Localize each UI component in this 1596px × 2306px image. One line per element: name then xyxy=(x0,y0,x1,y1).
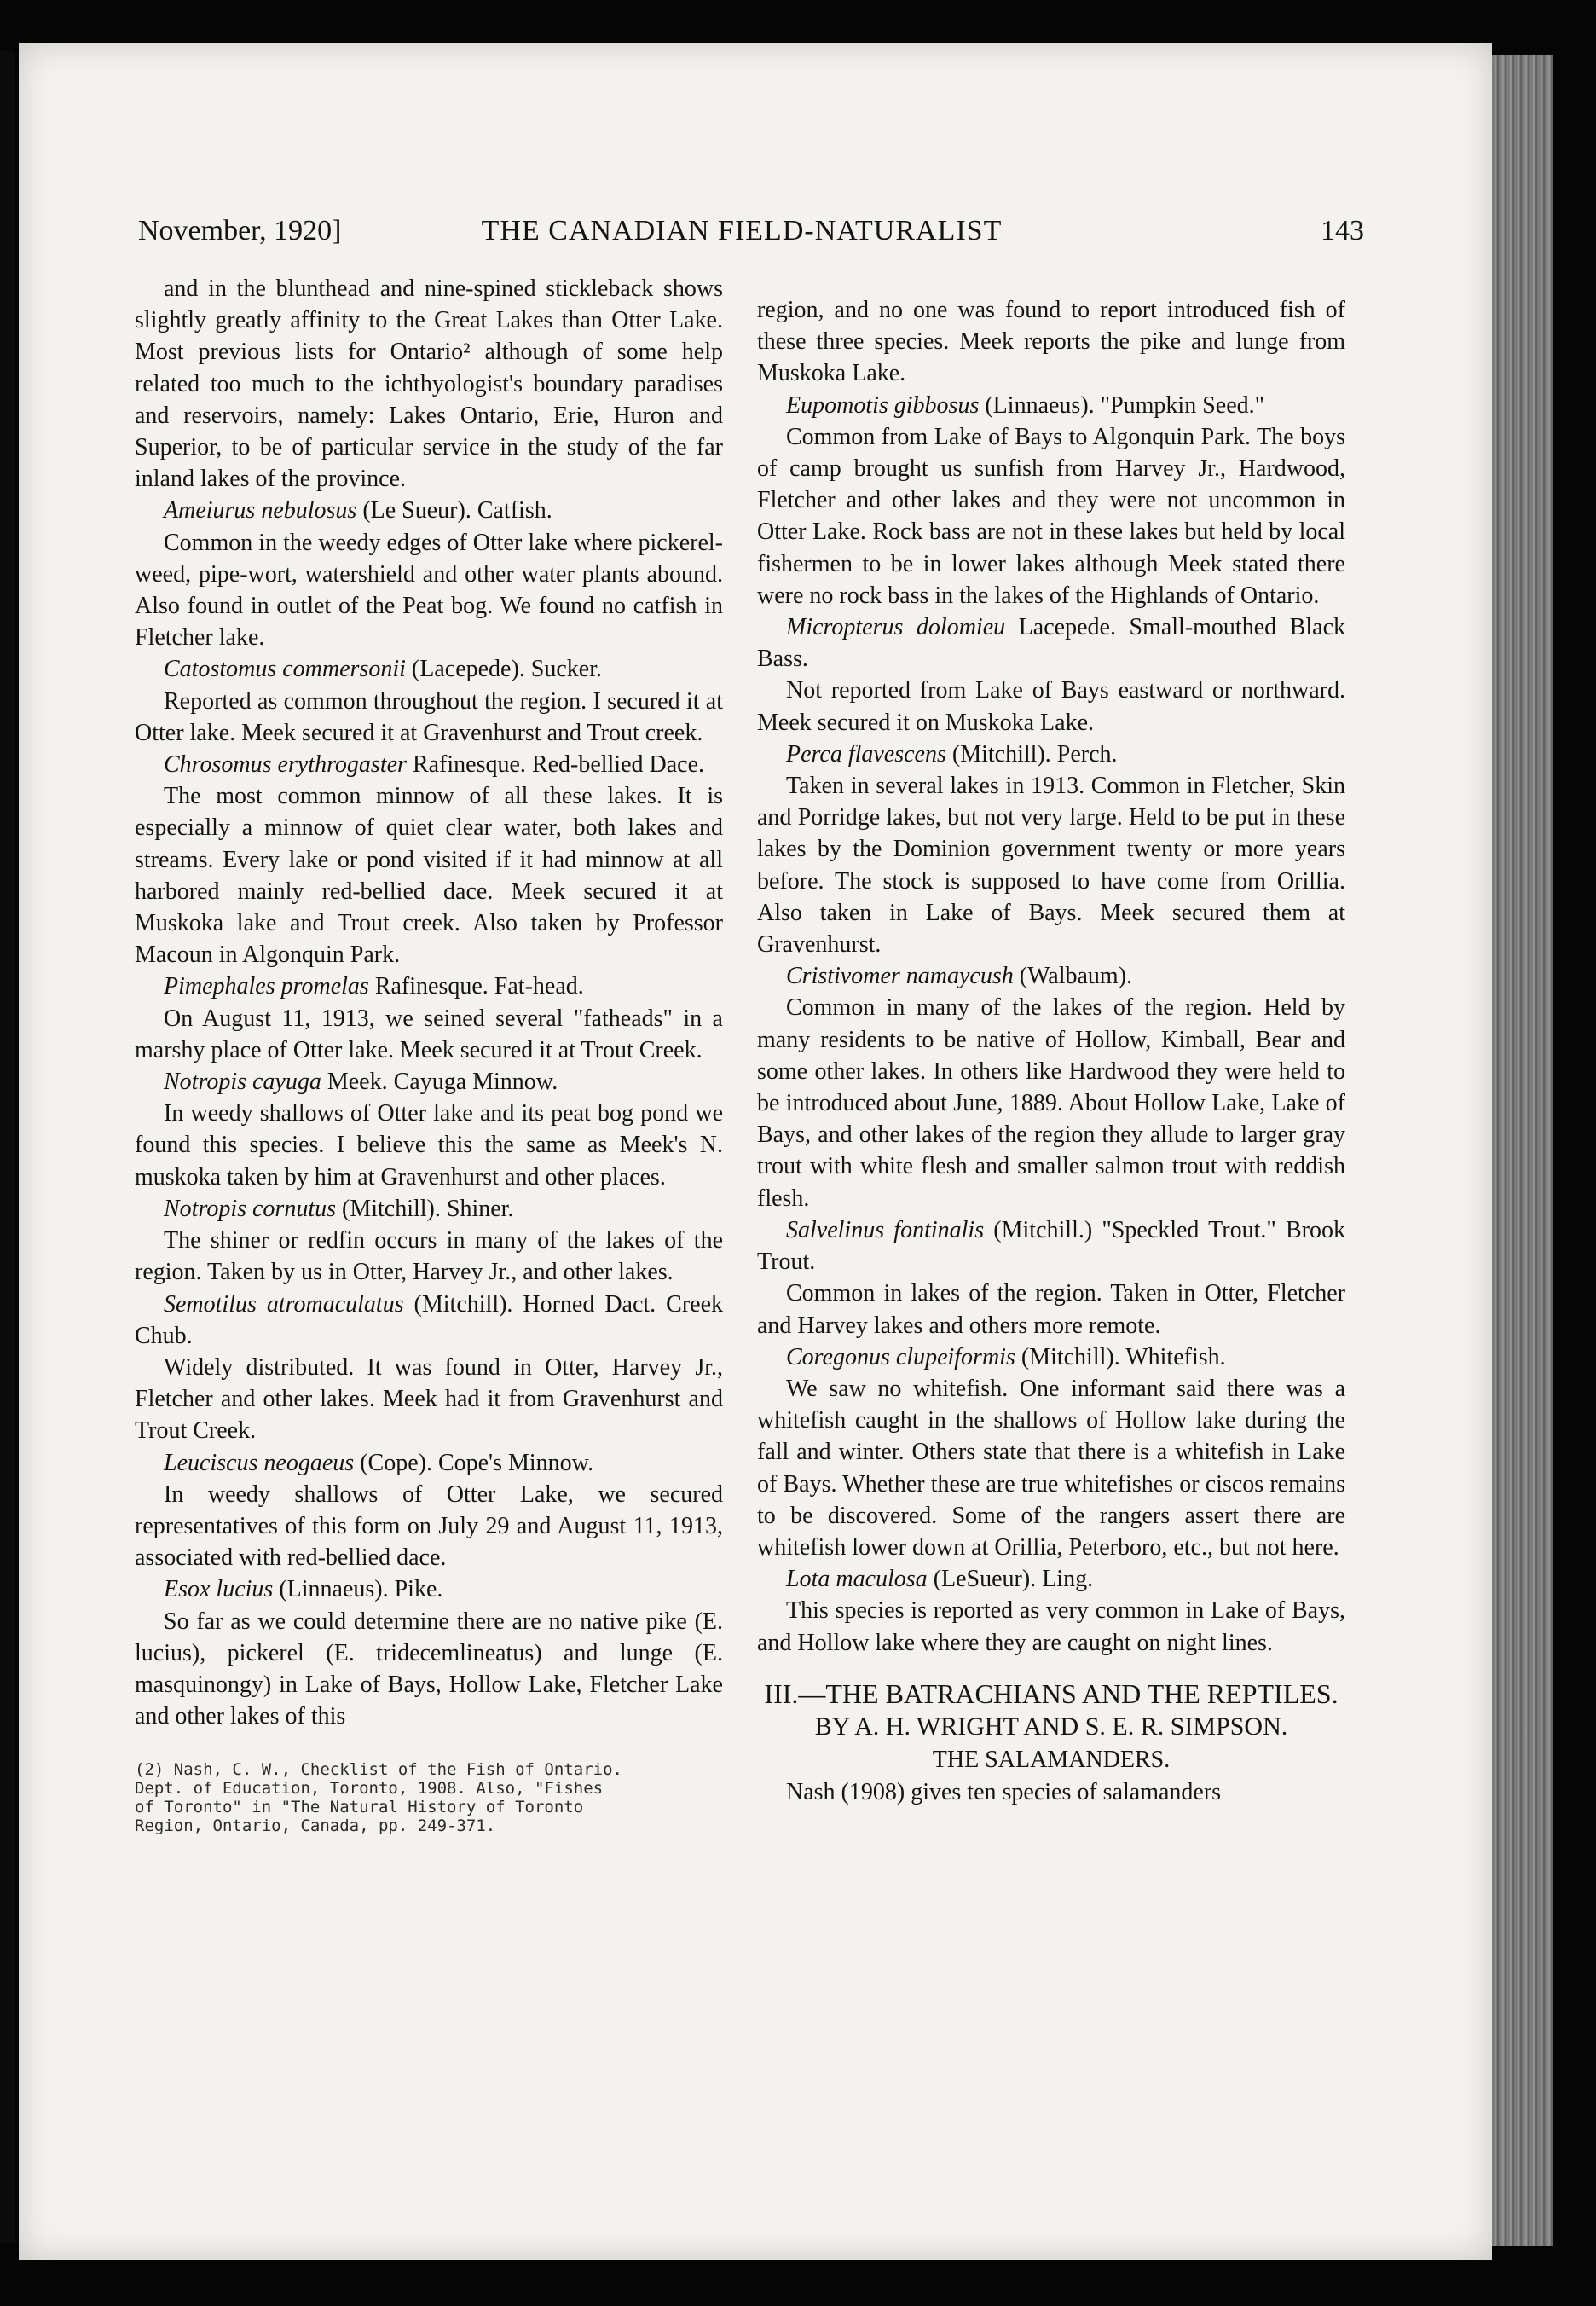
species-latin-name: Eupomotis gibbosus xyxy=(786,391,980,419)
species-heading xyxy=(135,970,723,1002)
species-heading xyxy=(757,611,1345,675)
species-common-name: (Cope). Cope's Minnow. xyxy=(354,1449,594,1476)
footnote: (2) Nash, C. W., Checklist of the Fish of Ontario. Dept. of Education, Toronto, 1908. Also, "Fishes of Toronto" in "The Natural History of Toronto Region, Ontario, Canada, pp. 249-371. xyxy=(135,1760,622,1836)
species-heading xyxy=(757,390,1345,421)
species-common-name: (Mitchill). Horned Dact. Creek Chub. xyxy=(135,1290,723,1349)
species-heading xyxy=(135,1573,723,1605)
species-latin-name: Coregonus clupeiformis xyxy=(786,1343,1015,1370)
species-common-name: (Linnaeus). "Pumpkin Seed." xyxy=(979,391,1265,419)
right-column xyxy=(757,294,1345,1808)
species-latin-name: Chrosomus erythrogaster xyxy=(164,751,407,779)
body-paragraph: Taken in several lakes in 1913. Common in Fletcher, Skin and Porridge lakes, but not very large. Held to be put in these lakes by the Dominion government twenty or more years before. The stock is supposed to have come from Orillia. Also taken in Lake of Bays. Meek secured them at Gravenhurst. xyxy=(757,773,1345,959)
species-heading xyxy=(135,495,723,526)
body-paragraph: Nash (1908) gives ten species of salamanders xyxy=(786,1778,1222,1805)
body-paragraph: Common in lakes of the region. Taken in Otter, Fletcher and Harvey lakes and others more remote. xyxy=(757,1280,1345,1339)
species-heading xyxy=(135,653,723,685)
species-latin-name: Notropis cayuga xyxy=(164,1069,321,1096)
left-column xyxy=(135,273,723,1835)
species-latin-name: Perca flavescens xyxy=(786,740,946,768)
species-common-name: Rafinesque. Fat-head. xyxy=(368,973,584,1000)
species-heading xyxy=(757,1341,1345,1373)
body-paragraph: So far as we could determine there are no native pike (E. lucius), pickerel (E. tridecemlineatus) and lunge (E. masquinongy) in Lake of Bays, Hollow Lake, Fletcher Lake and other lakes of this xyxy=(135,1608,723,1730)
species-latin-name: Leuciscus neogaeus xyxy=(164,1449,355,1476)
species-common-name: (Mitchill). Perch. xyxy=(945,740,1118,768)
species-heading xyxy=(135,1447,723,1479)
body-paragraph: The shiner or redfin occurs in many of the lakes of the region. Taken by us in Otter, Harvey Jr., and other lakes. xyxy=(135,1227,723,1286)
body-paragraph: Reported as common throughout the region. I secured it at Otter lake. Meek secured it at Gravenhurst and Trout creek. xyxy=(135,687,723,746)
species-common-name: (Linnaeus). Pike. xyxy=(273,1576,443,1603)
body-paragraph: Common in many of the lakes of the region. Held by many residents to be native of Hollow, Kimball, Bear and some other lakes. In others like Hardwood they were held to be introduced about June, 1889. About Hollow Lake, Lake of Bays, and other lakes of the region they allude to larger gray trout with white flesh and smaller salmon trout with reddish flesh. xyxy=(757,994,1345,1212)
species-latin-name: Catostomus commersonii xyxy=(164,656,406,683)
species-latin-name: Cristivomer namaycush xyxy=(786,963,1014,990)
species-heading xyxy=(757,1214,1345,1278)
species-latin-name: Ameiurus nebulosus xyxy=(164,497,357,524)
species-common-name: (Mitchill). Whitefish. xyxy=(1015,1343,1226,1370)
body-paragraph: The most common minnow of all these lakes. It is especially a minnow of quiet clear water, both lakes and streams. Every lake or pond visited if it had minnow at all harbored mainly red-bellied dace. Meek secured it at Muskoka lake and Trout creek. Also taken by Professor Macoun in Algonquin Park. xyxy=(135,783,723,969)
body-paragraph: Common from Lake of Bays to Algonquin Park. The boys of camp brought us sunfish from Harvey Jr., Hardwood, Fletcher and other lakes and they were not uncommon in Otter Lake. Rock bass are not in these lakes but held by local fishermen to be in lower lakes although Meek stated there were no rock bass in the lakes of the Highlands of Ontario. xyxy=(757,423,1345,609)
species-common-name: (Walbaum). xyxy=(1013,963,1133,990)
species-heading xyxy=(757,960,1345,992)
body-paragraph: In weedy shallows of Otter lake and its peat bog pond we found this species. I believe this the same as Meek's N. muskoka taken by him at Gravenhurst and other places. xyxy=(135,1100,723,1191)
species-heading xyxy=(135,749,723,780)
species-common-name: Meek. Cayuga Minnow. xyxy=(321,1069,558,1096)
section-title: III.—THE BATRACHIANS AND THE REPTILES. xyxy=(764,1677,1339,1709)
species-heading xyxy=(135,1066,723,1098)
body-paragraph: In weedy shallows of Otter Lake, we secured representatives of this form on July 29 and August 11, 1913, associated with red-bellied dace. xyxy=(135,1480,723,1572)
header-date: November, 1920] xyxy=(138,215,342,246)
page-edges xyxy=(1485,55,1553,2246)
species-latin-name: Notropis cornutus xyxy=(164,1195,336,1222)
body-paragraph: region, and no one was found to report introduced fish of these three species. Meek reports the pike and lunge from Muskoka Lake. xyxy=(757,297,1345,387)
species-common-name: Rafinesque. Red-bellied Dace. xyxy=(406,751,705,779)
species-common-name: (Lacepede). Sucker. xyxy=(405,656,603,683)
body-paragraph: We saw no whitefish. One informant said there was a whitefish caught in the shallows of Hollow lake during the fall and winter. Others state that there is a whitefish in Lake of Bays. Whether these are true whitefishes or ciscos remains to be discovered. Some of the rangers assert there are whitefish lower down at Orillia, Peterboro, etc., but not here. xyxy=(757,1375,1345,1561)
species-latin-name: Esox lucius xyxy=(164,1576,274,1603)
book-binding-shadow xyxy=(0,51,15,2243)
species-heading xyxy=(135,1289,723,1352)
page-number: 143 xyxy=(1321,215,1364,246)
body-paragraph: Common in the weedy edges of Otter lake where pickerel-weed, pipe-wort, watershield and other water plants abound. Also found in outlet of the Peat bog. We found no catfish in Fletcher lake. xyxy=(135,529,723,652)
running-header xyxy=(119,215,1364,258)
species-heading xyxy=(757,1563,1345,1595)
species-latin-name: Semotilus atromaculatus xyxy=(164,1290,404,1318)
species-heading xyxy=(757,739,1345,770)
species-common-name: (Mitchill.) "Speckled Trout." Brook Trout. xyxy=(757,1216,1345,1276)
species-latin-name: Pimephales promelas xyxy=(164,973,369,1000)
body-paragraph: Widely distributed. It was found in Otter, Harvey Jr., Fletcher and other lakes. Meek had it from Gravenhurst and Trout Creek. xyxy=(135,1353,723,1445)
species-common-name: Lacepede. Small-mouthed Black Bass. xyxy=(757,614,1345,673)
body-paragraph: and in the blunthead and nine-spined stickleback shows slightly greatly affinity to the Great Lakes than Otter Lake. Most previous lists for Ontario² although of some help related too much to the ichthyologist's boundary paradises and reservoirs, namely: Lakes Ontario, Erie, Huron and Superior, to be of particular service in the study of the far inland lakes of the province. xyxy=(135,275,723,493)
species-latin-name: Lota maculosa xyxy=(786,1566,928,1593)
species-latin-name: Micropterus dolomieu xyxy=(786,614,1006,641)
body-paragraph: Not reported from Lake of Bays eastward or northward. Meek secured it on Muskoka Lake. xyxy=(757,677,1345,736)
body-paragraph: On August 11, 1913, we seined several "fatheads" in a marshy place of Otter lake. Meek secured it at Trout Creek. xyxy=(135,1005,723,1063)
section-subheading: THE SALAMANDERS. xyxy=(932,1746,1171,1773)
byline: BY A. H. WRIGHT AND S. E. R. SIMPSON. xyxy=(814,1712,1288,1741)
species-latin-name: Salvelinus fontinalis xyxy=(786,1216,985,1243)
species-common-name: (Mitchill). Shiner. xyxy=(336,1195,514,1222)
species-common-name: (Le Sueur). Catfish. xyxy=(356,497,552,524)
body-paragraph: This species is reported as very common in Lake of Bays, and Hollow lake where they are caught on night lines. xyxy=(757,1597,1345,1656)
species-heading xyxy=(135,1193,723,1225)
journal-title: THE CANADIAN FIELD-NATURALIST xyxy=(481,215,1003,246)
species-common-name: (LeSueur). Ling. xyxy=(927,1566,1094,1593)
